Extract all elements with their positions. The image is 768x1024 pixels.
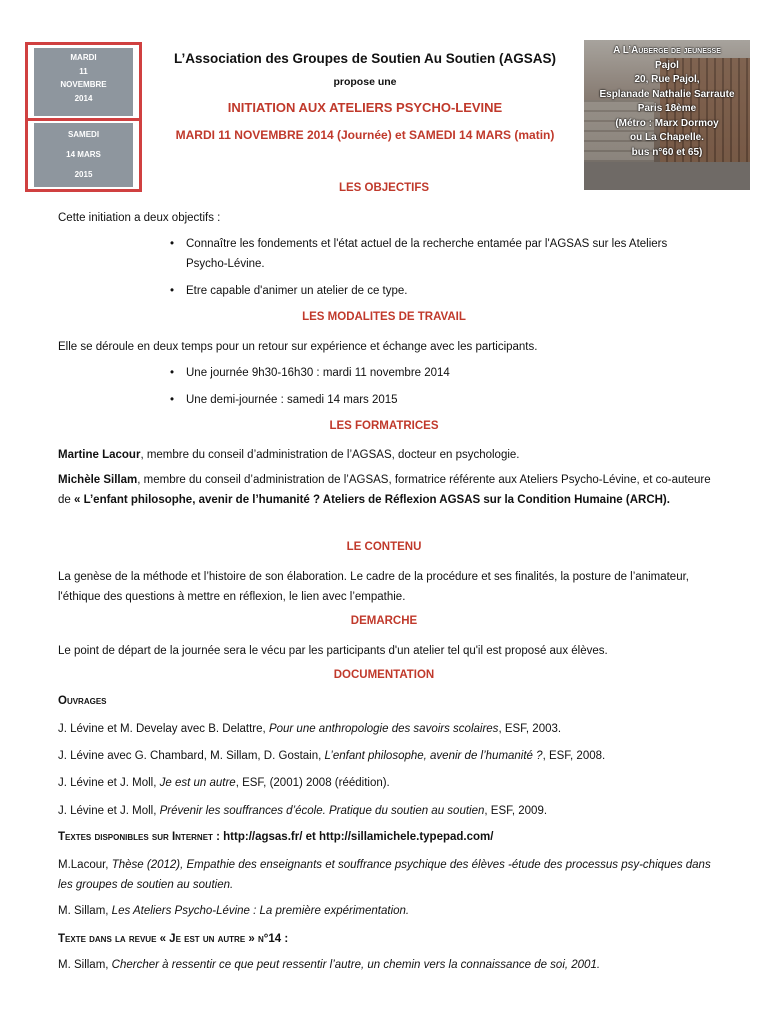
objectifs-bullet-1: Connaître les fondements et l'état actuel de la recherche entamée par l'AGSAS sur les Ateliers Psycho-Lévine. — [186, 238, 668, 270]
sillam-name: Michèle Sillam — [58, 474, 138, 486]
ouvrage-item: J. Lévine et M. Develay avec B. Delattre, Pour une anthropologie des savoirs scolaires, ESF, 2003. — [58, 723, 562, 735]
lacour-description: , membre du conseil d’administration de l’AGSAS, docteur en psychologie. — [140, 449, 520, 461]
formatrices-heading: LES FORMATRICES — [329, 420, 439, 432]
dates-heading: MARDI 11 NOVEMBRE 2014 (Journée) et SAMEDI 14 MARS (matin) — [175, 128, 555, 142]
bullet-icon: • — [170, 367, 175, 379]
bullet-icon: • — [170, 285, 175, 297]
ouvrage-item: J. Lévine avec G. Chambard, M. Sillam, D. Gostain, L’enfant philosophe, avenir de l’humanité ?, ESF, 2008. — [58, 750, 606, 762]
day1-number: 11 — [79, 67, 88, 76]
date-box-first-day — [34, 48, 133, 116]
contenu-heading: LE CONTENU — [346, 541, 422, 553]
revue-label: Texte dans la revue « Je est un autre » n°14 — [58, 933, 282, 945]
date-box — [25, 42, 142, 192]
day2-date: 14 MARS — [66, 150, 101, 159]
objectifs-intro: Cette initiation a deux objectifs : — [58, 212, 221, 224]
formatrice-sillam — [58, 470, 718, 510]
association-title: L’Association des Groupes de Soutien Au Soutien (AGSAS) — [173, 51, 557, 66]
bullet-icon: • — [170, 394, 175, 406]
ouvrage-item: J. Lévine et J. Moll, Je est un autre, ESF, (2001) 2008 (réédition). — [58, 777, 390, 789]
sillam-book-title: « L’enfant philosophe, avenir de l’humanité ? Ateliers de Réflexion AGSAS sur la Condition Humaine (ARCH). — [74, 494, 670, 506]
ouvrages-label: Ouvrages — [58, 695, 107, 707]
formatrice-lacour — [58, 445, 718, 465]
revue-article: M. Sillam, Chercher à ressentir ce que peut ressentir l’autre, un chemin vers la connaissance de soi, 2001. — [58, 959, 601, 971]
ouvrage-item: J. Lévine et J. Moll, Prévenir les souffrances d’école. Pratique du soutien au soutien, ESF, 2009. — [58, 805, 548, 817]
contenu-text: La genèse de la méthode et l’histoire de son élaboration. Le cadre de la procédure et ses finalités, la posture de l’animateur, l'éthique des questions à mettre en réflexion, le lien avec l’empathie. — [58, 571, 689, 603]
date-box-divider — [28, 118, 139, 121]
modalites-intro: Elle se déroule en deux temps pour un retour sur expérience et échange avec les participants. — [58, 341, 538, 353]
modalites-bullet-2: Une demi-journée : samedi 14 mars 2015 — [186, 394, 398, 406]
modalites-heading: LES MODALITES DE TRAVAIL — [302, 311, 466, 323]
sillam-description: , membre du conseil d’administration de l’AGSAS, formatrice référente aux Ateliers Psycho-Lévine, et co-auteure de — [58, 474, 711, 506]
date-box-second-day — [34, 123, 133, 187]
documentation-heading: DOCUMENTATION — [333, 669, 435, 681]
propose-line: propose une — [333, 76, 397, 88]
bullet-icon: • — [170, 238, 175, 250]
internet-texts — [58, 827, 718, 847]
internet-links: : http://agsas.fr/ et http://sillamichele.typepad.com/ — [212, 831, 494, 843]
day2-weekday: SAMEDI — [67, 130, 100, 139]
day2-year: 2015 — [74, 170, 93, 179]
internet-label: Textes disponibles sur Internet — [58, 831, 213, 843]
demarche-heading: DEMARCHE — [350, 615, 418, 627]
lacour-name: Martine Lacour — [58, 449, 141, 461]
venue-address: A L’Auberge de jeunesse Pajol 20, Rue Pajol, Esplanade Nathalie Sarraute Paris 18ème (Métro : Marx Dormoy ou La Chapelle. bus n°60 et 65) — [599, 45, 735, 158]
venue-photo — [584, 40, 750, 190]
modalites-bullet-1: Une journée 9h30-16h30 : mardi 11 novembre 2014 — [186, 367, 450, 379]
day1-month: NOVEMBRE — [60, 80, 107, 89]
initiation-heading: INITIATION AUX ATELIERS PSYCHO-LEVINE — [227, 100, 503, 115]
revue-label-line: Texte dans la revue « Je est un autre » n°14 : — [58, 933, 289, 945]
objectifs-bullet-2: Etre capable d'animer un atelier de ce type. — [186, 285, 408, 297]
day1-year: 2014 — [74, 94, 93, 103]
lacour-thesis: M.Lacour, Thèse (2012), Empathie des enseignants et souffrance psychique des élèves -étude des processus psy-chiques dans les groupes de soutien au soutien. — [58, 859, 711, 891]
sillam-text: M. Sillam, Les Ateliers Psycho-Lévine : La première expérimentation. — [58, 905, 410, 917]
demarche-text: Le point de départ de la journée sera le vécu par les participants d'un atelier tel qu'il est proposé aux élèves. — [58, 645, 608, 657]
day1-weekday: MARDI — [70, 53, 97, 62]
objectifs-heading: LES OBJECTIFS — [338, 182, 430, 194]
